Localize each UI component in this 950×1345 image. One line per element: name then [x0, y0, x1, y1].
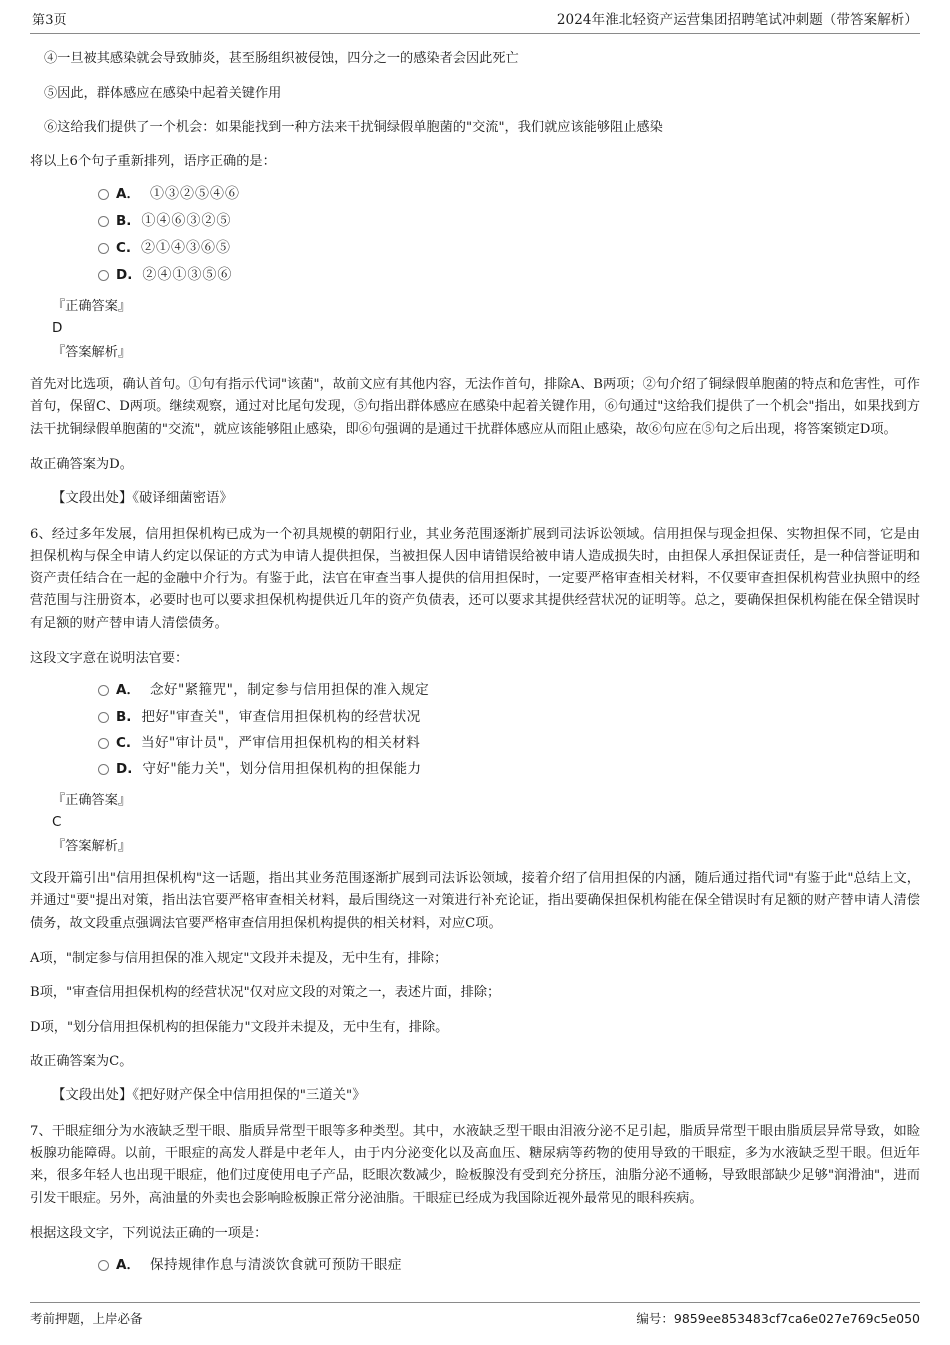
option-row[interactable] — [30, 238, 920, 259]
question-6-passage: 6、经过多年发展，信用担保机构已成为一个初具规模的朝阳行业，其业务范围逐渐扩展到司法诉讼领域。信用担保与现金担保、实物担保不同，它是由担保机构与保全申请人约定以保证的方式为申请人提供担保，当被担保人因申请错误给被申请人造成损失时，由担保人承担保证责任，是一种信誉证明和资产责任结合在一起的金融中介行为。有鉴于此，法官在审查当事人提供的信用担保时，一定要严格审查相关材料，不仅要审查担保机构营业执照中的经营范围与注册资本，必要时也可以要求担保机构提供近几年的资产负债表，还可以要求其提供经营状况的证明等。总之，要确保担保机构能在保全错误时有足额的财产替申请人清偿债务。 — [30, 526, 920, 631]
radio-button-icon[interactable] — [98, 712, 109, 723]
source-title: 《破译细菌密语》 — [132, 491, 233, 507]
question-5-options — [30, 184, 920, 286]
question-6-analysis: 文段开篇引出"信用担保机构"这一话题，指出其业务范围逐渐扩展到司法诉讼领域，接着介绍了信用担保的内涵，随后通过指代词"有鉴于此"总结上文，并通过"要"提出对策，指出法官要严格审查相关材料，最后围绕这一对策进行补充论证，指出要确保担保机构能在保全错误时有足额的财产替申请人清偿债务，故文段重点强调法官要严格审查信用担保机构提供的相关材料，对应C项。 — [30, 871, 920, 931]
radio-button-icon[interactable] — [98, 685, 109, 696]
option-letter: A． — [116, 682, 140, 699]
option-text: 保持规律作息与清淡饮食就可预防干眼症 — [149, 1257, 402, 1274]
radio-button-icon[interactable] — [98, 216, 109, 227]
elimination-item-a: A项，"制定参与信用担保的准入规定"文段并未提及，无中生有，排除； — [30, 950, 448, 966]
question-6-source — [30, 1085, 920, 1107]
source-label: 【文段出处】 — [52, 1088, 133, 1104]
correct-answer-label: 『正确答案』 — [52, 298, 132, 314]
question-6-stem: 这段文字意在说明法官要： — [30, 650, 189, 666]
option-row[interactable] — [30, 733, 920, 753]
question-7-stem: 根据这段文字，下列说法正确的一项是： — [30, 1225, 268, 1241]
option-letter: D. — [116, 761, 133, 778]
option-row[interactable] — [30, 680, 920, 700]
question-6-conclusion: 故正确答案为C。 — [30, 1053, 133, 1069]
source-label: 【文段出处】 — [52, 491, 133, 507]
option-letter: A． — [116, 185, 140, 202]
question-5-source — [30, 488, 920, 510]
correct-answer-value: D — [52, 320, 63, 337]
document-title: 2024年淮北轻资产运营集团招聘笔试冲刺题（带答案解析） — [556, 12, 918, 28]
option-letter: B. — [116, 212, 132, 229]
option-row[interactable] — [30, 1255, 920, 1275]
page-content — [30, 34, 920, 1275]
option-letter: A． — [116, 1257, 140, 1274]
radio-button-icon[interactable] — [98, 243, 109, 254]
option-letter: C. — [116, 239, 132, 256]
page-header — [30, 0, 920, 34]
sentence-item-5: ⑤因此，群体感应在感染中起着关键作用 — [44, 85, 282, 101]
code-value: 9859ee853483cf7ca6e027e769c5e050 — [673, 1311, 920, 1326]
answer-analysis-label: 『答案解析』 — [52, 344, 132, 360]
option-text: ①③②⑤④⑥ — [149, 185, 240, 202]
option-row[interactable] — [30, 265, 920, 286]
question-7-options — [30, 1255, 920, 1275]
elimination-item-b: B项，"审查信用担保机构的经营状况"仅对应文段的对策之一，表述片面，排除； — [30, 985, 501, 1001]
option-text: 把好"审查关"，审查信用担保机构的经营状况 — [141, 708, 421, 725]
option-row[interactable] — [30, 184, 920, 205]
page-footer — [30, 1302, 920, 1327]
radio-button-icon[interactable] — [98, 764, 109, 775]
elimination-item-d: D项，"划分信用担保机构的担保能力"文段并未提及，无中生有，排除。 — [30, 1019, 449, 1035]
radio-button-icon[interactable] — [98, 270, 109, 281]
option-text: ②④①③⑤⑥ — [142, 266, 233, 283]
option-row[interactable] — [30, 707, 920, 727]
correct-answer-value: C — [52, 814, 62, 831]
sentence-item-4: ④一旦被其感染就会导致肺炎，甚至肠组织被侵蚀，四分之一的感染者会因此死亡 — [44, 51, 519, 67]
option-letter: D. — [116, 266, 133, 283]
radio-button-icon[interactable] — [98, 189, 109, 200]
option-text: ②①④③⑥⑤ — [141, 239, 232, 256]
sentence-item-6: ⑥这给我们提供了一个机会：如果能找到一种方法来干扰铜绿假单胞菌的"交流"，我们就应该能够阻止感染 — [44, 119, 663, 135]
option-letter: B. — [116, 708, 132, 725]
question-5-stem: 将以上6个句子重新排列，语序正确的是： — [30, 154, 276, 170]
radio-button-icon[interactable] — [98, 1260, 109, 1271]
code-label: 编号： — [636, 1311, 674, 1326]
option-text: 当好"审计员"，严审信用担保机构的相关材料 — [141, 734, 421, 751]
question-5-analysis: 首先对比选项，确认首句。①句有指示代词"该菌"，故前文应有其他内容，无法作首句，排除A、B两项；②句介绍了铜绿假单胞菌的特点和危害性，可作首句，保留C、D两项。继续观察，通过对比尾句发现，⑤句指出群体感应在感染中起着关键作用，⑥句通过"这给我们提供了一个机会"指出，如果找到方法干扰铜绿假单胞菌的"交流"，就应该能够阻止感染，即⑥句强调的是通过干扰群体感应从而阻止感染，故⑥句应在⑤句之后出现，将答案锁定D项。 — [30, 377, 920, 437]
option-text: 念好"紧箍咒"，制定参与信用担保的准入规定 — [149, 682, 430, 699]
question-5-conclusion: 故正确答案为D。 — [30, 456, 133, 472]
source-title: 《把好财产保全中信用担保的"三道关"》 — [132, 1088, 366, 1104]
option-text: ①④⑥③②⑤ — [141, 212, 232, 229]
footer-note: 考前押题，上岸必备 — [30, 1311, 143, 1326]
footer-code — [636, 1309, 920, 1327]
option-row[interactable] — [30, 759, 920, 779]
radio-button-icon[interactable] — [98, 738, 109, 749]
page-number-label: 第3页 — [32, 12, 67, 28]
answer-analysis-label: 『答案解析』 — [52, 838, 132, 854]
question-7-passage: 7、干眼症细分为水液缺乏型干眼、脂质异常型干眼等多种类型。其中，水液缺乏型干眼由泪液分泌不足引起，脂质异常型干眼由脂质层异常导致，如睑板腺功能障碍。以前，干眼症的高发人群是中老年人，由于内分泌变化以及高血压、糖尿病等药物的使用导致的干眼症，多为水液缺乏型干眼。但近年来，很多年轻人也出现干眼症，他们过度使用电子产品，眨眼次数减少，睑板腺没有受到充分挤压，油脂分泌不通畅，导致眼部缺少足够"润滑油"，进而引发干眼症。另外，高油量的外卖也会影响睑板腺正常分泌油脂。干眼症已经成为我国除近视外最常见的眼科疾病。 — [30, 1124, 920, 1206]
option-text: 守好"能力关"，划分信用担保机构的担保能力 — [142, 761, 422, 778]
question-6-options — [30, 680, 920, 780]
option-letter: C. — [116, 734, 132, 751]
correct-answer-label: 『正确答案』 — [52, 792, 132, 808]
option-row[interactable] — [30, 211, 920, 232]
